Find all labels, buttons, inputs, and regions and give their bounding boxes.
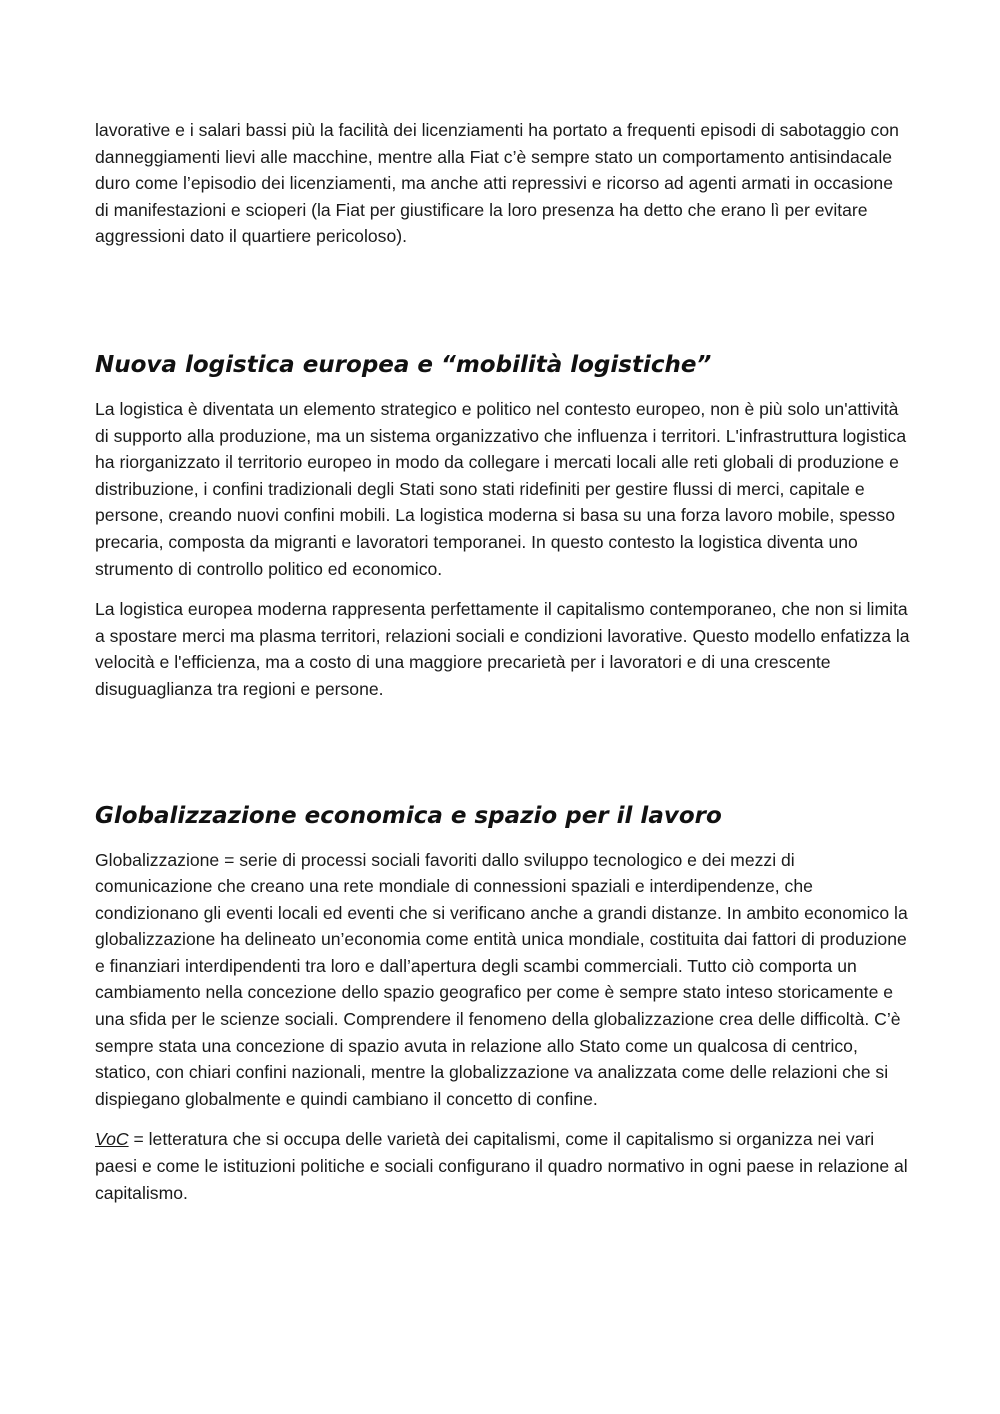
section-globalizzazione bbox=[95, 801, 910, 1207]
intro-paragraph: lavorative e i salari bassi più la facilità dei licenziamenti ha portato a frequenti episodi di sabotaggio con danneggiamenti lievi alle macchine, mentre alla Fiat c’è sempre stato un comportamento antisindacale duro come l’episodio dei licenziamenti, ma anche atti repressivi e ricorso ad agenti armati in occasione di manifestazioni e scioperi (la Fiat per giustificare la loro presenza ha detto che erano lì per evitare aggressioni dato il quartiere pericoloso). bbox=[95, 120, 899, 247]
section-spacer bbox=[95, 717, 910, 801]
section-logistica bbox=[95, 350, 910, 703]
paragraph-logistica-1: La logistica è diventata un elemento strategico e politico nel contesto europeo, non è più solo un'attività di supporto alla produzione, ma un sistema organizzativo che influenza i territori. L'infrastruttura logistica ha riorganizzato il territorio europeo in modo da collegare i mercati locali alle reti globali di produzione e distribuzione, i confini tradizionali degli Stati sono stati ridefiniti per gestire flussi di merci, capitale e persone, creando nuovi confini mobili. La logistica moderna si basa su una forza lavoro mobile, spesso precaria, composta da migranti e lavoratori temporanei. In questo contesto la logistica diventa uno strumento di controllo politico ed economico. bbox=[95, 398, 907, 579]
paragraph-logistica-2: La logistica europea moderna rappresenta perfettamente il capitalismo contemporaneo, che non si limita a spostare merci ma plasma territori, relazioni sociali e condizioni lavorative. Questo modello enfatizza la velocità e l'efficienza, ma a costo di una maggiore precarietà per i lavoratori e di una crescente disuguaglianza tra regioni e persone. bbox=[95, 599, 910, 699]
section-heading-globalizzazione: Globalizzazione economica e spazio per il lavoro bbox=[95, 802, 722, 829]
document-page bbox=[95, 117, 910, 1220]
paragraph-globalizzazione-1: Globalizzazione = serie di processi sociali favoriti dallo sviluppo tecnologico e dei mezzi di comunicazione che creano una rete mondiale di connessioni spaziali e interdipendenze, che condizionano gli eventi locali ed eventi che si verificano anche a grandi distanze. In ambito economico la globalizzazione ha delineato un’economia come entità unica mondiale, costituita dai fattori di produzione e finanziari interdipendenti tra loro e dall’apertura degli scambi commerciali. Tutto ciò comporta un cambiamento nella concezione dello spazio geografico per come è sempre stato inteso storicamente e una sfida per le scienze sociali. Comprendere il fenomeno della globalizzazione crea delle difficoltà. C’è sempre stata una concezione di spazio avuta in relazione allo Stato come un qualcosa di centrico, statico, con chiari confini nazionali, mentre la globalizzazione va analizzata come delle relazioni che si dispiegano globalmente e quindi cambiano il concetto di confine. bbox=[95, 849, 908, 1109]
section-spacer bbox=[95, 264, 910, 350]
voc-term: VoC bbox=[95, 1129, 129, 1150]
voc-definition: = letteratura che si occupa delle varietà dei capitalismi, come il capitalismo si organizza nei vari paesi e come le istituzioni politiche e sociali configurano il quadro normativo in ogni paese in relazione al capitalismo. bbox=[95, 1129, 908, 1203]
section-heading-logistica: Nuova logistica europea e “mobilità logistiche” bbox=[95, 351, 712, 378]
paragraph-voc bbox=[95, 1126, 910, 1206]
